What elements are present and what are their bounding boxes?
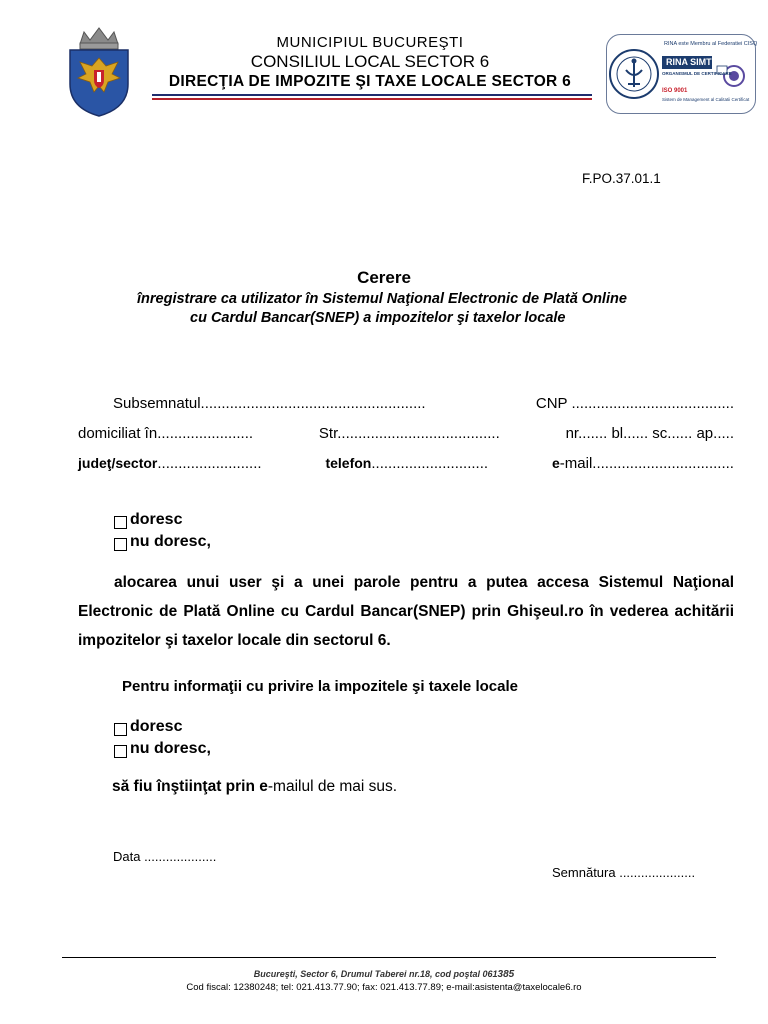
cert-brand: RINA SIMTEX [666,57,724,67]
field-email[interactable] [552,455,734,472]
cert-org: ORGANISMUL DE CERTIFICARE [662,71,732,76]
county-label: judeţ/sector [78,455,158,471]
choice2-no[interactable] [114,740,211,758]
cert-iso-desc: Sistem de Management al Calitatii Certificat [662,97,750,102]
field-line-contact [78,455,734,472]
footer-address-text: Bucureşti, Sector 6, Drumul Taberei nr.18, cod poştal 061 [253,969,498,979]
cert-iso: ISO 9001 [662,88,688,94]
email-rest: -mail.................................. [559,455,734,472]
footer-postal-suffix: 385 [497,969,515,980]
checkbox-icon[interactable] [114,745,127,758]
notify-line [112,778,397,796]
county-dots: ......................... [157,455,262,472]
header-rule-blue [152,94,592,96]
phone-label: telefon [325,455,372,471]
form-code: F.PO.37.01.1 [582,171,661,186]
document-title: Cerere [357,268,411,287]
checkbox-icon[interactable] [114,538,127,551]
request-paragraph-text: alocarea unui user şi a unei parole pentru a putea accesa Sistemul Naţional Electronic de Plată Online cu Cardul Bancar(SNEP) prin Ghişeul.ro în vederea achitării impozitelor şi taxelor locale din sectorul 6. [78,574,734,649]
field-line-name-cnp [78,395,734,412]
notify-rest: -mailul de mai sus. [267,778,398,795]
choice1-yes-label: doresc [130,511,183,528]
field-name[interactable]: Subsemnatul...................................................... [113,395,426,412]
header-municipality: MUNICIPIUL BUCUREŞTI [276,34,464,51]
field-county[interactable] [78,455,262,472]
choice1-no[interactable] [114,533,211,551]
cert-member-text: RINA este Membru al Federatiei CISQ [664,41,758,47]
choice1-no-label: nu doresc, [130,533,211,550]
document-subtitle-line2: cu Cardul Bancar(SNEP) a impozitelor şi taxelor locale [190,310,566,326]
checkbox-icon[interactable] [114,723,127,736]
footer-contact: Cod fiscal: 12380248; tel: 021.413.77.90; fax: 021.413.77.89; e-mail:asistenta@taxelocale6.ro [186,982,582,993]
email-label: e [551,455,560,471]
certification-logo [606,34,756,114]
footer-address [0,969,768,980]
choice2-no-label: nu doresc, [130,740,211,757]
field-domicile[interactable]: domiciliat în....................... [78,425,254,442]
info-line: Pentru informaţii cu privire la impozitele şi taxele locale [122,678,518,695]
request-paragraph [78,568,734,655]
phone-dots: ............................ [371,455,489,472]
coat-of-arms-icon [66,26,132,118]
signature-field[interactable]: Semnătura ..................... [552,865,696,880]
choice2-yes-label: doresc [130,718,183,735]
field-street[interactable]: Str....................................... [318,425,500,442]
date-field[interactable]: Data .................... [113,849,217,864]
header-council: CONSILIUL LOCAL SECTOR 6 [250,52,490,71]
footer-rule [62,957,716,958]
choice1-yes[interactable] [114,511,182,529]
field-line-address [78,425,734,442]
field-phone[interactable] [325,455,488,472]
field-cnp[interactable]: CNP ....................................... [535,395,734,412]
document-subtitle-line1: înregistrare ca utilizator în Sistemul Naţional Electronic de Plată Online [137,291,627,307]
header-rule-red [152,98,592,100]
choice2-yes[interactable] [114,718,182,736]
field-number-block[interactable]: nr....... bl...... sc...... ap..... [565,425,734,442]
checkbox-icon[interactable] [114,516,127,529]
header-directorate: DIRECŢIA DE IMPOZITE ŞI TAXE LOCALE SECTOR 6 [168,73,572,90]
notify-bold: să fiu înştiinţat prin e [112,778,268,795]
